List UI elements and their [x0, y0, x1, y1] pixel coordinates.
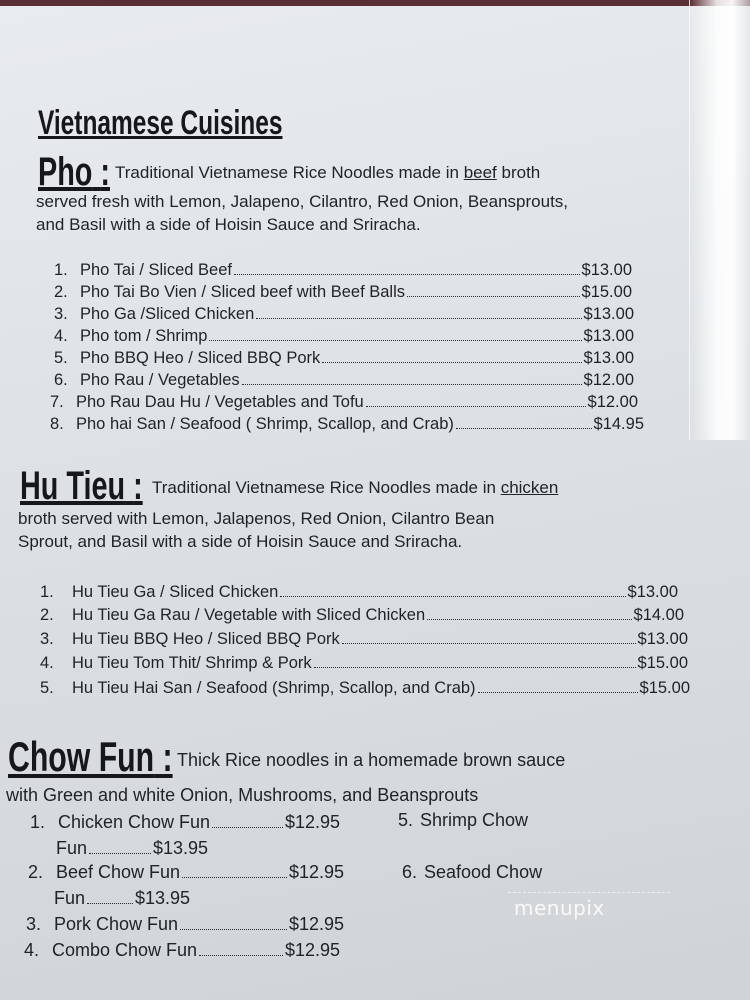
hutieu-item-number: 4. — [40, 654, 54, 672]
leader-dots — [366, 406, 586, 407]
pho-heading-label: Pho — [38, 150, 93, 194]
chowfun-item-name: Pork Chow Fun — [54, 914, 179, 934]
leader-dots — [212, 827, 283, 828]
hutieu-item-price: $15.00 — [639, 679, 690, 697]
chowfun-heading-colon: : — [162, 733, 173, 780]
chowfun-item-number: 4. — [24, 940, 40, 960]
hutieu-item — [40, 583, 678, 602]
hutieu-desc-broth-type: chicken — [500, 478, 559, 497]
chowfun-item — [28, 862, 344, 883]
leader-dots — [322, 362, 581, 363]
chowfun-item-name: Chicken Chow Fun — [58, 812, 211, 832]
hutieu-item — [40, 679, 690, 698]
chowfun-item-price: $13.95 — [134, 888, 190, 908]
leader-dots — [478, 692, 638, 693]
leader-dots — [256, 318, 581, 319]
pho-desc-tail: broth — [496, 163, 541, 182]
chowfun-item-price: $12.95 — [284, 812, 340, 832]
chowfun-item-number: 1. — [30, 812, 46, 832]
pho-item-name: Pho Tai / Sliced Beef — [80, 261, 232, 279]
leader-dots — [89, 853, 151, 854]
pho-item-price: $15.00 — [581, 283, 632, 301]
leader-dots — [456, 428, 592, 429]
chowfun-item-name: Beef Chow Fun — [56, 862, 181, 882]
chowfun-heading-label: Chow Fun — [8, 733, 155, 780]
chowfun-item-price: $12.95 — [288, 862, 344, 882]
pho-item-number: 6. — [54, 371, 68, 389]
chowfun-desc-line1: Thick Rice noodles in a homemade brown sauce — [177, 750, 566, 770]
chowfun-item-price: $12.95 — [288, 914, 344, 934]
pho-item-number: 7. — [50, 393, 64, 411]
pho-item — [50, 415, 644, 434]
pho-desc-broth-type: beef — [463, 163, 497, 182]
hutieu-item — [40, 654, 688, 673]
hutieu-item — [40, 630, 688, 649]
hutieu-item — [40, 606, 684, 625]
hutieu-item-price: $15.00 — [637, 654, 688, 672]
pho-item-name: Pho tom / Shrimp — [80, 327, 208, 345]
chowfun-item-name: Shrimp Chow — [420, 810, 529, 830]
chowfun-item-name: Combo Chow Fun — [52, 940, 198, 960]
hutieu-item-price: $13.00 — [637, 630, 688, 648]
pho-desc-line1 — [115, 163, 540, 183]
pho-item-number: 5. — [54, 349, 68, 367]
menupix-watermark: menupix — [514, 896, 605, 920]
leader-dots — [407, 296, 580, 297]
pho-item-name: Pho Rau / Vegetables — [80, 371, 240, 389]
hutieu-item-name: Hu Tieu Hai San / Seafood (Shrimp, Scallop, and Crab) — [72, 679, 476, 697]
hutieu-heading — [20, 464, 143, 509]
chowfun-item — [26, 914, 344, 935]
hutieu-item-number: 3. — [40, 630, 54, 648]
leader-dots — [280, 596, 625, 597]
hutieu-item-name: Hu Tieu BBQ Heo / Sliced BBQ Pork — [72, 630, 340, 648]
leader-dots — [180, 929, 287, 930]
pho-item — [54, 261, 632, 280]
chowfun-item — [24, 940, 340, 961]
leader-dots — [242, 384, 582, 385]
chowfun-item-number: 2. — [28, 862, 44, 882]
chowfun-item-price: $13.95 — [152, 838, 208, 858]
pho-item-name: Pho Ga /Sliced Chicken — [80, 305, 255, 323]
chowfun-item-name-cont: Fun — [56, 838, 88, 858]
hutieu-item-name: Hu Tieu Tom Thit/ Shrimp & Pork — [72, 654, 312, 672]
pho-item-price: $13.00 — [583, 349, 634, 367]
pho-item-price: $12.00 — [587, 393, 638, 411]
hutieu-desc-lead: Traditional Vietnamese Rice Noodles made in — [152, 478, 501, 497]
chowfun-item-name: Seafood Chow — [424, 862, 543, 882]
leader-dots — [427, 619, 631, 620]
hutieu-item-number: 5. — [40, 679, 54, 697]
pho-item — [54, 327, 634, 346]
chowfun-item — [398, 810, 528, 831]
hutieu-heading-colon: : — [133, 464, 143, 508]
chowfun-item — [402, 862, 542, 883]
pho-heading — [38, 150, 110, 195]
pho-item-number: 3. — [54, 305, 68, 323]
pho-item-price: $13.00 — [581, 261, 632, 279]
chowfun-item-name-cont: Fun — [54, 888, 86, 908]
pho-item-price: $12.00 — [583, 371, 634, 389]
leader-dots — [182, 877, 287, 878]
pho-desc-line2: served fresh with Lemon, Jalapeno, Cilantro, Red Onion, Beansprouts, — [36, 192, 569, 211]
light-glare — [689, 0, 750, 440]
hutieu-item-number: 2. — [40, 606, 54, 624]
chowfun-desc-line2: with Green and white Onion, Mushrooms, and Beansprouts — [6, 785, 479, 805]
chowfun-item-number: 5. — [398, 810, 414, 830]
chowfun-item-price: $12.95 — [284, 940, 340, 960]
pho-desc-line3: and Basil with a side of Hoisin Sauce and Sriracha. — [36, 215, 421, 234]
pho-item-price: $14.95 — [593, 415, 644, 433]
pho-item-name: Pho Rau Dau Hu / Vegetables and Tofu — [76, 393, 364, 411]
pho-item — [54, 371, 634, 390]
leader-dots — [234, 274, 580, 275]
hutieu-item-name: Hu Tieu Ga / Sliced Chicken — [72, 583, 279, 601]
pho-item-price: $13.00 — [583, 327, 634, 345]
leader-dots — [314, 667, 636, 668]
pho-desc-lead: Traditional Vietnamese Rice Noodles made in — [115, 163, 464, 182]
pho-item-number: 1. — [54, 261, 68, 279]
hutieu-desc-line3: Sprout, and Basil with a side of Hoisin Sauce and Sriracha. — [18, 532, 463, 551]
pho-item-number: 2. — [54, 283, 68, 301]
hutieu-item-number: 1. — [40, 583, 54, 601]
chowfun-item-continued — [54, 888, 190, 909]
chowfun-item-continued — [56, 838, 208, 859]
chowfun-item-number: 3. — [26, 914, 42, 934]
hutieu-item-price: $14.00 — [633, 606, 684, 624]
pho-item — [54, 305, 634, 324]
folder-edge — [0, 0, 750, 6]
leader-dots — [87, 903, 133, 904]
pho-item-name: Pho Tai Bo Vien / Sliced beef with Beef Balls — [80, 283, 406, 301]
hutieu-desc-line1 — [152, 478, 558, 498]
hutieu-desc-line2: broth served with Lemon, Jalapenos, Red Onion, Cilantro Bean — [18, 509, 495, 528]
pho-item-number: 4. — [54, 327, 68, 345]
pho-heading-colon: : — [100, 150, 110, 194]
pho-item-number: 8. — [50, 415, 64, 433]
pho-item-name: Pho BBQ Heo / Sliced BBQ Pork — [80, 349, 321, 367]
leader-dots — [209, 340, 581, 341]
hutieu-item-name: Hu Tieu Ga Rau / Vegetable with Sliced Chicken — [72, 606, 426, 624]
hutieu-item-price: $13.00 — [627, 583, 678, 601]
chowfun-item — [30, 812, 340, 833]
leader-dots — [199, 955, 283, 956]
pho-item — [54, 349, 634, 368]
hutieu-heading-label: Hu Tieu — [20, 464, 126, 508]
pho-item-name: Pho hai San / Seafood ( Shrimp, Scallop, and Crab) — [76, 415, 454, 433]
pho-item — [50, 393, 638, 412]
menu-title: Vietnamese Cuisines — [38, 104, 283, 142]
chowfun-item-number: 6. — [402, 862, 418, 882]
pho-item — [54, 283, 632, 302]
pho-item-price: $13.00 — [583, 305, 634, 323]
chowfun-heading — [8, 733, 173, 781]
leader-dots — [342, 643, 636, 644]
